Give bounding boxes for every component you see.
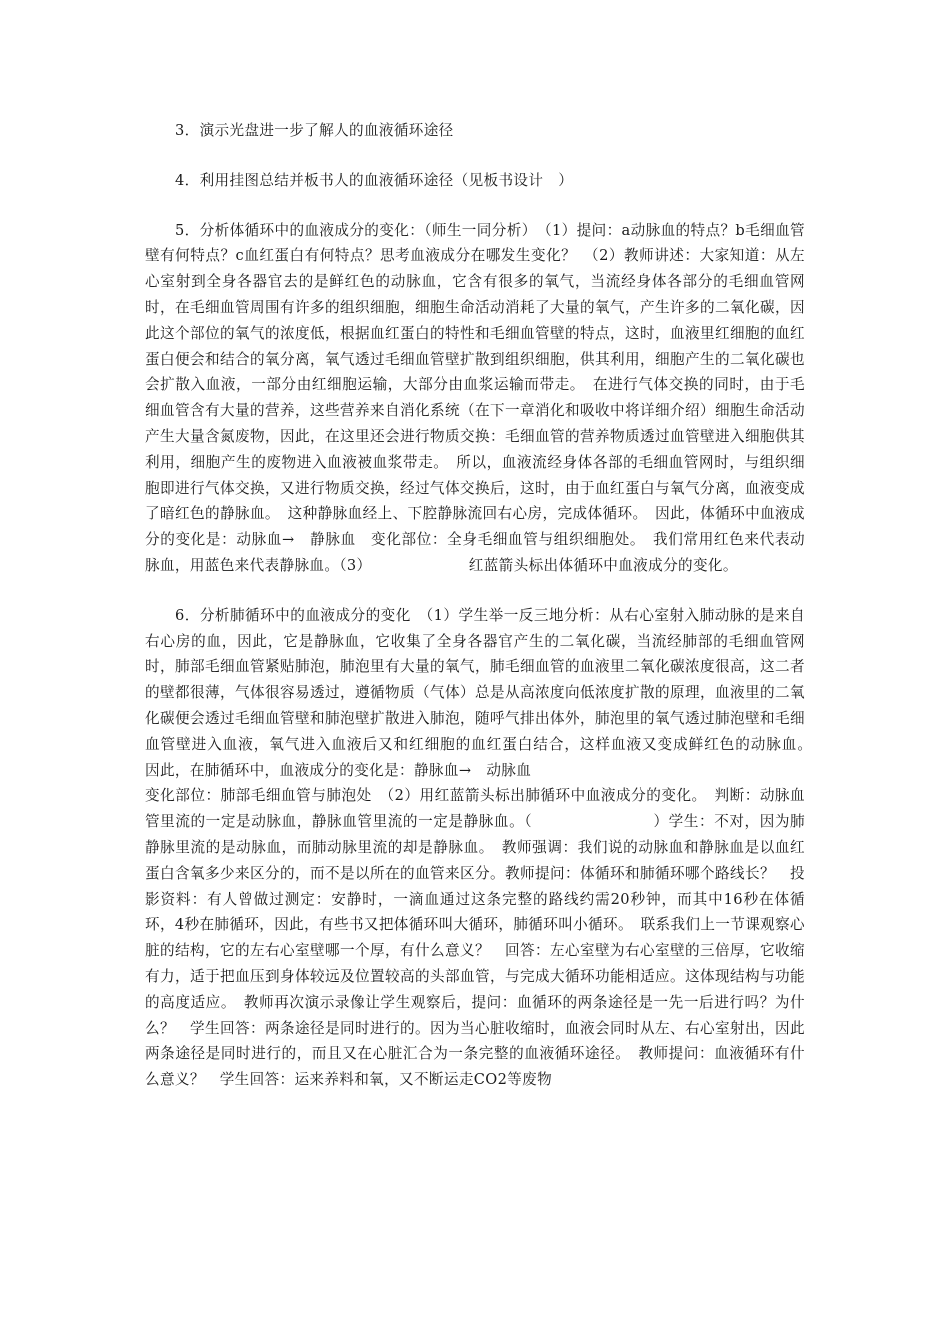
document-body: [145, 118, 820, 1093]
paragraph-step-5: 5．分析体循环中的血液成分的变化：（师生一同分析） （1）提问：a动脉血的特点？b毛细血管壁有何特点？c血红蛋白有何特点？思考血液成分在哪发生变化？ （2）教师讲述：大家知道：从左心室射到全身各器官去的是鲜红色的动脉血，它含有很多的氧气，当流经身体各部分的毛细血管网时，在毛细血管周围有许多的组织细胞，细胞生命活动消耗了大量的氧气，产生许多的二氧化碳，因此这个部位的氧气的浓度低，根据血红蛋白的特性和毛细血管壁的特点，这时，血液里红细胞的血红蛋白便会和结合的氧分离，氧气透过毛细血管壁扩散到组织细胞，供其利用，细胞产生的二氧化碳也会扩散入血液，一部分由红细胞运输，大部分由血浆运输而带走。 在进行气体交换的同时，由于毛细血管含有大量的营养，这些营养来自消化系统（在下一章消化和吸收中将详细介绍）细胞生命活动产生大量含氮废物，因此，在这里还会进行物质交换：毛细血管的营养物质透过血管壁进入细胞供其利用，细胞产生的废物进入血液被血浆带走。 所以，血液流经身体各部的毛细血管网时，与组织细胞即进行气体交换，又进行物质交换，经过气体交换后，这时，由于血红蛋白与氧气分离，血液变成了暗红色的静脉血。 这种静脉血经上、下腔静脉流回右心房，完成体循环。 因此，体循环中血液成分的变化是：动脉血→ 静脉血 变化部位：全身毛细血管与组织细胞处。 我们常用红色来代表动脉血，用蓝色来代表静脉血。（3） 红蓝箭头标出体循环中血液成分的变化。: [145, 221, 805, 574]
paragraph-step-3: 3．演示光盘进一步了解人的血液循环途径: [175, 122, 454, 139]
paragraph-step-6: 6．分析肺循环中的血液成分的变化 （1）学生举一反三地分析：从右心室射入肺动脉的是来自右心房的血，因此，它是静脉血，它收集了全身各器官产生的二氧化碳，当流经肺部的毛细血管网时，肺部毛细血管紧贴肺泡，肺泡里有大量的氧气，肺毛细血管的血液里二氧化碳浓度很高，这二者的壁都很薄，气体很容易透过，遵循物质（气体）总是从高浓度向低浓度扩散的原理，血液里的二氧化碳便会透过毛细血管壁和肺泡壁扩散进入肺泡，随呼气排出体外，肺泡里的氧气透过肺泡壁和毛细血管壁进入血液，氧气进入血液后又和红细胞的血红蛋白结合，这样血液又变成鲜红色的动脉血。 因此，在肺循环中，血液成分的变化是：静脉血→ 动脉血: [145, 606, 820, 779]
paragraph-step-4: 4．利用挂图总结并板书人的血液循环途径（见板书设计 ）: [175, 171, 574, 189]
paragraph-step-6-continued: 变化部位：肺部毛细血管与肺泡处 （2）用红蓝箭头标出肺循环中血液成分的变化。 判断：动脉血管里流的一定是动脉血，静脉血管里流的一定是静脉血。（ ）学生：不对，因为肺静脉里流的是动脉血，而肺动脉里流的却是静脉血。 教师强调：我们说的动脉血和静脉血是以血红蛋白含氧多少来区分的，而不是以所在的血管来区分。教师提问：体循环和肺循环哪个路线长？ 投影资料：有人曾做过测定：安静时，一滴血通过这条完整的路线约需20秒钟，而其中16秒在体循环，4秒在肺循环，因此，有些书又把体循环叫大循环，肺循环叫小循环。 联系我们上一节课观察心脏的结构，它的左右心室壁哪一个厚，有什么意义？ 回答：左心室壁为右心室壁的三倍厚，它收缩有力，适于把血压到身体较远及位置较高的头部血管，与完成大循环功能相适应。这体现结构与功能的高度适应。 教师再次演示录像让学生观察后，提问：血循环的两条途径是一先一后进行吗？为什么？ 学生回答：两条途径是同时进行的。因为当心脏收缩时，血液会同时从左、右心室射出，因此两条途径是同时进行的，而且又在心脏汇合为一条完整的血液循环途径。 教师提问：血液循环有什么意义？ 学生回答：运来养料和氧，又不断运走CO2等废物: [145, 787, 805, 1089]
